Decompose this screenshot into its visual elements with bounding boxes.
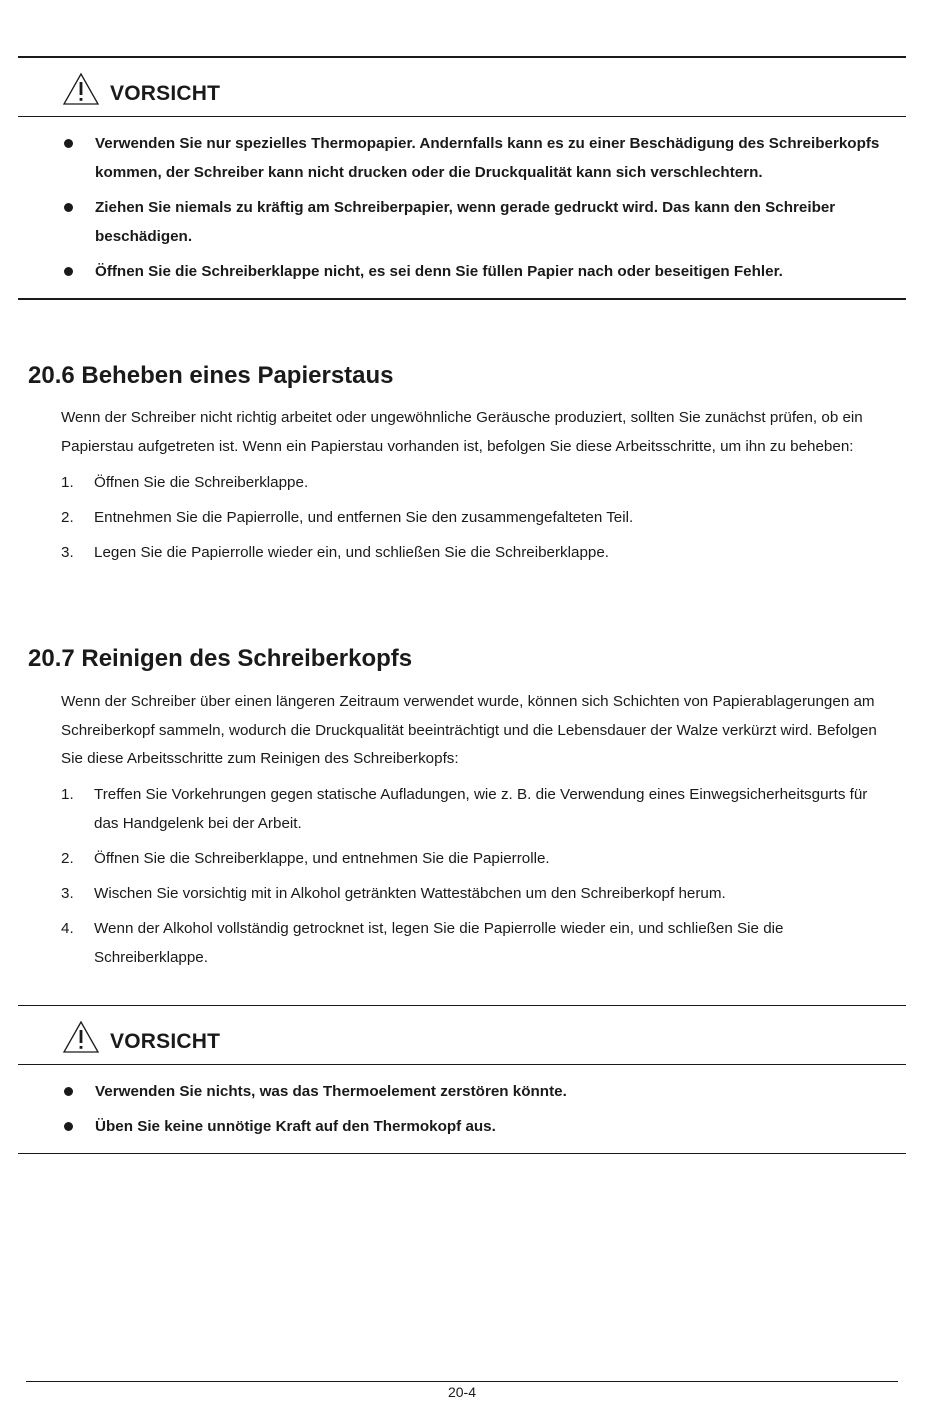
warning-triangle-icon — [62, 72, 100, 106]
divider — [18, 298, 906, 300]
bullet-icon — [64, 1122, 73, 1131]
step-list-20-6 — [61, 468, 896, 573]
list-item: 2. Öffnen Sie die Schreiberklappe, und entnehmen Sie die Papierrolle. — [61, 850, 550, 867]
caution-box-bottom — [18, 1005, 906, 1154]
step-list-20-7 — [61, 780, 896, 978]
list-item: 3. Wischen Sie vorsichtig mit in Alkohol getränkten Wattestäbchen um den Schreiberkopf herum. — [61, 885, 726, 902]
caution-header — [18, 1006, 906, 1065]
section-intro-20-7: Wenn der Schreiber über einen längeren Zeitraum verwendet wurde, können sich Schichten von Papierablagerungen am Schreiberkopf sammeln, wodurch die Druckqualität beeinträchtigt und die Lebensdauer der Walze verkürzt wird. Befolgen Sie diese Arbeitsschritte zum Reinigen des Schreiberkopfs: — [61, 693, 877, 767]
caution-item: Verwenden Sie nur spezielles Thermopapier. Andernfalls kann es zu einer Beschädigung des Schreiberkopfs kommen, der Schreiber kann nicht drucken oder die Druckqualität kann sich verschlechtern. — [18, 129, 906, 187]
footer-divider — [26, 1381, 898, 1382]
page-number: 20-4 — [447, 1384, 477, 1400]
bullet-icon — [64, 139, 73, 148]
list-item: 2. Entnehmen Sie die Papierrolle, und entfernen Sie den zusammengefalteten Teil. — [61, 509, 634, 526]
list-item: 3. Legen Sie die Papierrolle wieder ein, und schließen Sie die Schreiberklappe. — [61, 544, 610, 561]
caution-box-top — [18, 56, 906, 300]
warning-triangle-icon — [62, 1020, 100, 1054]
caution-item: Ziehen Sie niemals zu kräftig am Schreiberpapier, wenn gerade gedruckt wird. Das kann den Schreiber beschädigen. — [18, 193, 906, 251]
bullet-icon — [64, 203, 73, 212]
divider — [18, 1153, 906, 1154]
caution-label: VORSICHT — [110, 82, 221, 105]
section-title-20-6: 20.6 Beheben eines Papierstaus — [28, 362, 394, 389]
caution-header — [18, 58, 906, 117]
caution-list — [18, 1065, 906, 1153]
list-item: 1. Treffen Sie Vorkehrungen gegen statische Aufladungen, wie z. B. die Verwendung eines Einwegsicherheitsgurts für das Handgelenk bei der Arbeit. — [61, 786, 868, 832]
caution-label: VORSICHT — [110, 1030, 221, 1053]
caution-list — [18, 117, 906, 298]
caution-item: Öffnen Sie die Schreiberklappe nicht, es sei denn Sie füllen Papier nach oder beseitigen Fehler. — [18, 257, 906, 286]
list-item: 4. Wenn der Alkohol vollständig getrocknet ist, legen Sie die Papierrolle wieder ein, und schließen Sie die Schreiberklappe. — [61, 920, 784, 966]
bullet-icon — [64, 1087, 73, 1096]
bullet-icon — [64, 267, 73, 276]
list-item: 1. Öffnen Sie die Schreiberklappe. — [61, 474, 309, 491]
section-title-20-7: 20.7 Reinigen des Schreiberkopfs — [28, 645, 413, 672]
caution-item: Üben Sie keine unnötige Kraft auf den Thermokopf aus. — [18, 1112, 906, 1141]
section-intro-20-6: Wenn der Schreiber nicht richtig arbeitet oder ungewöhnliche Geräusche produziert, sollten Sie zunächst prüfen, ob ein Papierstau aufgetreten ist. Wenn ein Papierstau vorhanden ist, befolgen Sie diese Arbeitsschritte, um ihn zu beheben: — [61, 409, 863, 455]
caution-item: Verwenden Sie nichts, was das Thermoelement zerstören könnte. — [18, 1077, 906, 1106]
